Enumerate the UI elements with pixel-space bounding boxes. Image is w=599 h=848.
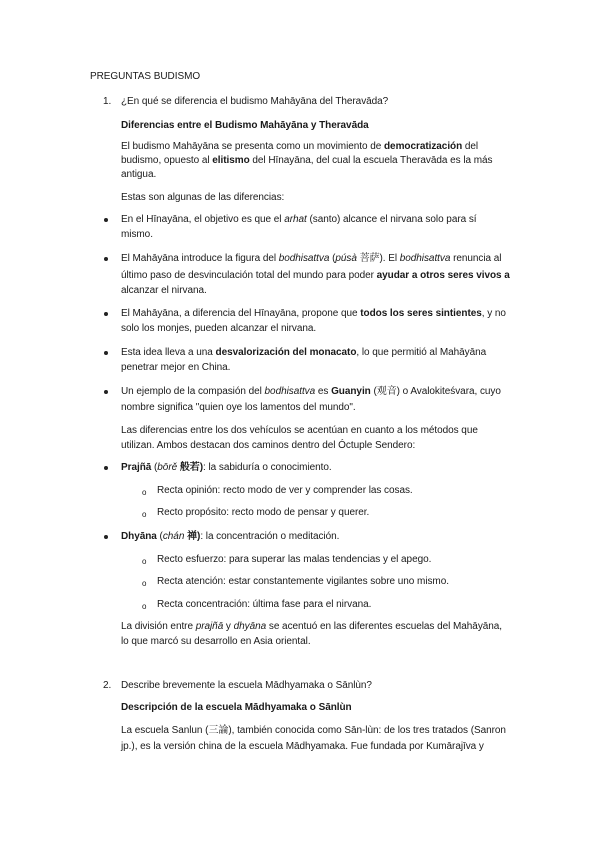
intro-line-1: El budismo Mahāyāna se presenta como un movimiento de democratización del (121, 141, 479, 152)
question-number: 2. (103, 680, 112, 691)
question-number: 1. (103, 96, 112, 107)
section-heading: Diferencias entre el Budismo Mahāyāna y Theravāda (121, 120, 369, 131)
closing-line-1: La división entre prajñā y dhyāna se acentuó en las diferentes escuelas del Mahāyāna, (121, 621, 503, 632)
bullet-dot (104, 312, 108, 316)
bullet-3-line-2: solo los monjes, pueden alcanzar el nirvana. (121, 323, 317, 334)
document-title: PREGUNTAS BUDISMO (90, 71, 201, 82)
sub-item-2: Recto propósito: recto modo de pensar y querer. (157, 507, 370, 518)
dhyana-item: Dhyāna (chán 禅): la concentración o meditación. (121, 531, 340, 542)
sub-item-3: Recto esfuerzo: para superar las malas tendencias y el apego. (157, 554, 432, 565)
sub-item-1: Recta opinión: recto modo de ver y comprender las cosas. (157, 485, 413, 496)
bullet-4-line-1: Esta idea lleva a una desvalorización del monacato, lo que permitió al Mahāyāna (121, 347, 487, 358)
methods-line-1: Las diferencias entre los dos vehículos se acentúan en cuanto a los métodos que (121, 425, 478, 436)
bullet-5-line-1: Un ejemplo de la compasión del bodhisattva es Guanyin (观音) o Avalokiteśvara, cuyo (121, 386, 501, 397)
bullet-dot (104, 535, 108, 539)
bullet-2-line-2: último paso de desvinculación total del mundo para poder ayudar a otros seres vivos a (121, 270, 510, 281)
bullet-1-line-1: En el Hīnayāna, el objetivo es que el arhat (santo) alcance el nirvana solo para sí (121, 214, 477, 225)
bullet-5-line-2: nombre significa "quien oye los lamentos del mundo". (121, 402, 356, 413)
prajna-item: Prajñā (bōrě 般若): la sabiduría o conocimiento. (121, 462, 332, 473)
bullet-dot (104, 218, 108, 222)
question-1: ¿En qué se diferencia el budismo Mahāyāna del Theravāda? (121, 96, 389, 107)
sub-bullet: o (142, 602, 147, 611)
sub-bullet: o (142, 579, 147, 588)
sub-bullet: o (142, 557, 147, 566)
intro-line-2: budismo, opuesto al elitismo del Hīnayāna, del cual la escuela Theravāda es la más (121, 155, 493, 166)
q2-paragraph-line-1: La escuela Sanlun (三論), también conocida como Sān-lùn: de los tres tratados (Sanron (121, 725, 506, 736)
bullet-dot (104, 257, 108, 261)
intro-line-3: antigua. (121, 169, 157, 180)
bullet-4-line-2: penetrar mejor en China. (121, 362, 231, 373)
sub-bullet: o (142, 510, 147, 519)
bullet-dot (104, 466, 108, 470)
bullet-dot (104, 351, 108, 355)
section-heading-2: Descripción de la escuela Mādhyamaka o Sānlùn (121, 702, 352, 713)
bullet-dot (104, 390, 108, 394)
lead-text: Estas son algunas de las diferencias: (121, 192, 285, 203)
methods-line-2: utilizan. Ambos destacan dos caminos dentro del Óctuple Sendero: (121, 440, 416, 451)
q2-paragraph-line-2: jp.), es la versión china de la escuela Mādhyamaka. Fue fundada por Kumārajīva y (121, 741, 484, 752)
sub-bullet: o (142, 488, 147, 497)
sub-item-4: Recta atención: estar constantemente vigilantes sobre uno mismo. (157, 576, 449, 587)
question-2: Describe brevemente la escuela Mādhyamaka o Sānlùn? (121, 680, 372, 691)
closing-line-2: lo que marcó su desarrollo en Asia oriental. (121, 636, 311, 647)
bullet-2-line-3: alcanzar el nirvana. (121, 285, 207, 296)
bullet-1-line-2: mismo. (121, 229, 153, 240)
bullet-2-line-1: El Mahāyāna introduce la figura del bodhisattva (púsà 菩萨). El bodhisattva renuncia al (121, 253, 502, 264)
sub-item-5: Recta concentración: última fase para el nirvana. (157, 599, 372, 610)
bullet-3-line-1: El Mahāyāna, a diferencia del Hīnayāna, propone que todos los seres sintientes, y no (121, 308, 506, 319)
